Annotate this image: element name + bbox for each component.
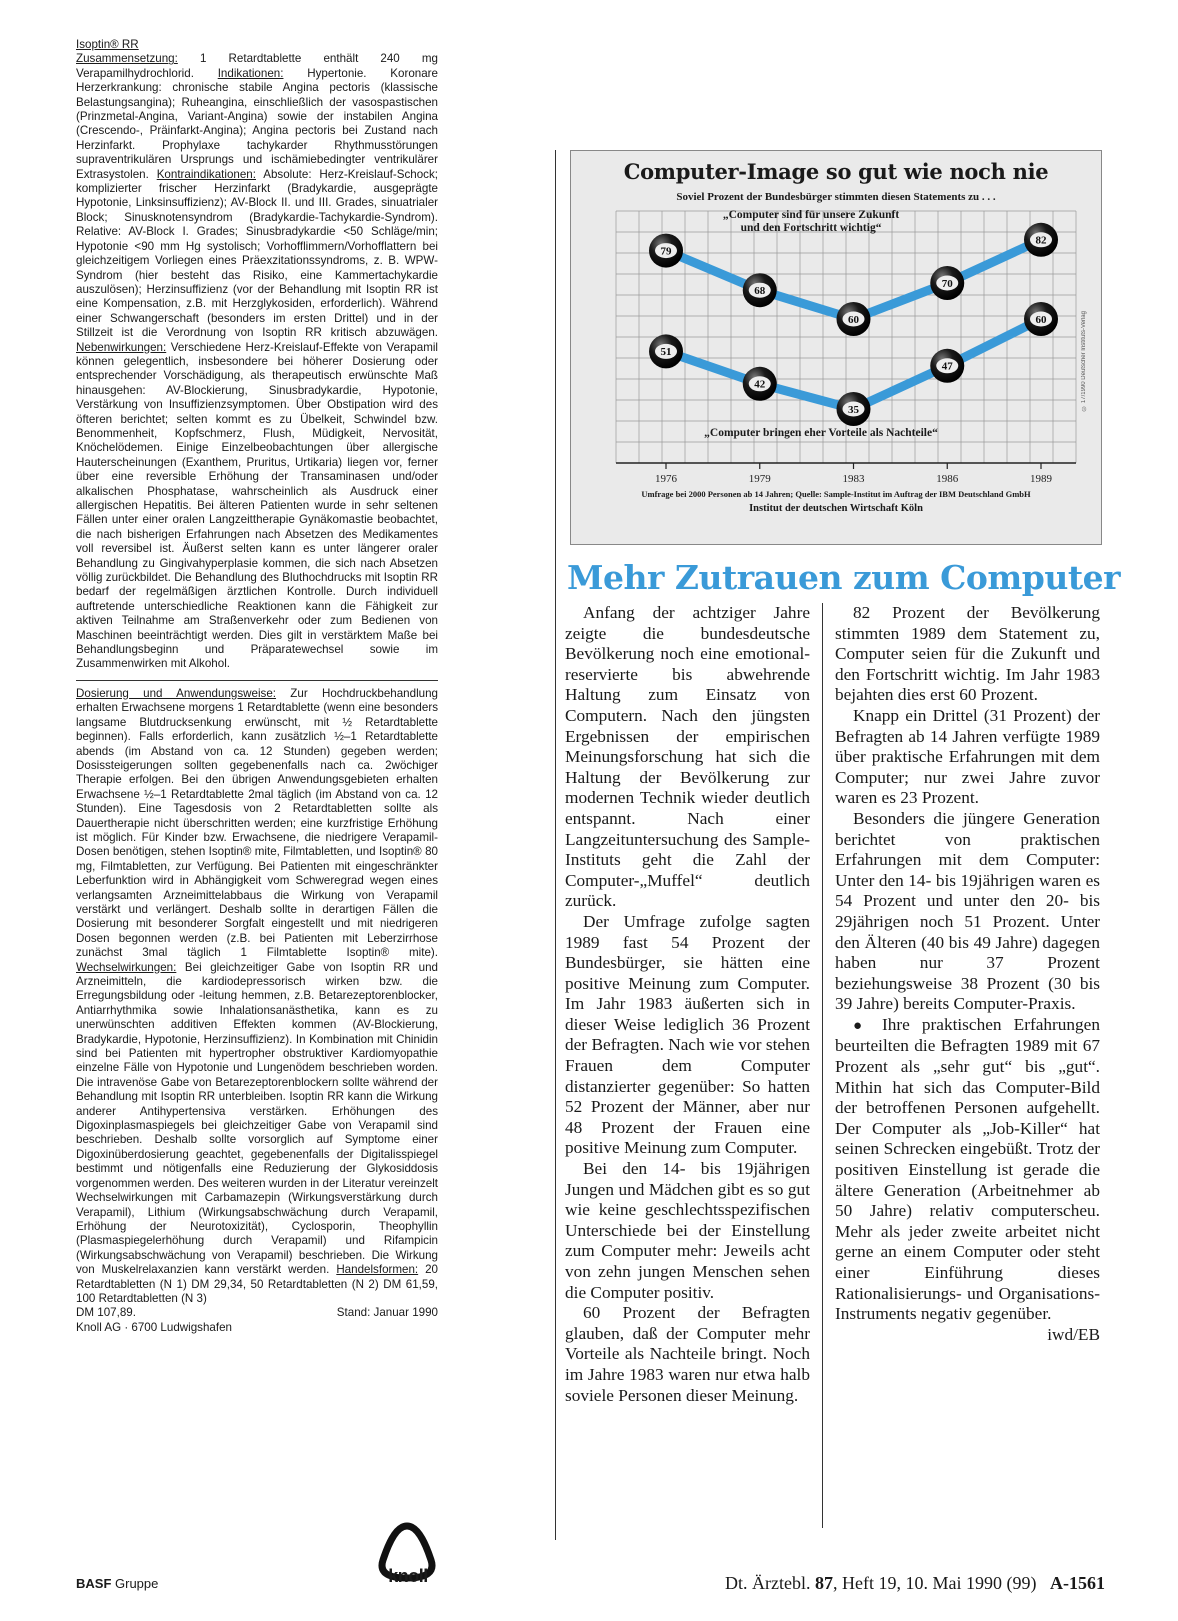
section-text: Verschiedene Herz-Kreislauf-Effekte von Verapamil können gelegentlich, insbesondere bei höherer Dosierung oder entsprechender Vorschädigung, als therapeutisch erwünschte Maß hinausgehen: AV-Blockierung, Sinusbradykardie, Hypotonie, Verstärkung von Insuffizienzsymptomen. Über Obstipation wird des öfteren berichtet; selten kommt es zu Übelkeit, Schwindel bzw. Benommenheit, Kopfschmerz, Flush, Müdigkeit, Nervosität, Knöchelödemen. Einige Einzelbeobachtungen über allergische Hauterscheinungen (Exanthem, Pruritus, Urtikaria) liegen vor, ferner über eine reversible Erhöhung der Transaminasen und/oder alkalischen Phosphatase, wahrscheinlich als Ausdruck einer allergischen Hepatitis. Bei älteren Patienten wurde in sehr seltenen Fällen unter einer oralen Langzeittherapie Gynäkomastie beobachtet, die nach bisherigen Erfahrungen nach Absetzen des Medikamentes voll reversibel ist. Äußerst selten kann es unter längerer oraler Behandlung zu Gingivahyperplasie kommen, die sich nach Absetzen völlig zurückbildet. Die Behandlung des Bluthochdrucks mit Isoptin RR bedarf der regelmäßigen ärztlichen Kontrolle. Durch individuell auftretende unterschiedliche Reaktionen kann die Fähigkeit zur aktiven Teilnahme am Straßenverkehr oder zum Bedienen von Maschinen beeinträchtigt werden. Dies gilt in verstärktem Maße bei Behandlungsbeginn und Präparatewechsel sowie im Zusammenwirken mit Alkohol. xyxy=(76,340,438,671)
section-text: Bei gleichzeitiger Gabe von Isoptin RR und Arzneimitteln, die kardiodepressorisch wirken bzw. die Erregungsbildung oder -leitung hemmen, z.B. Betarezeptorenblocker, Antiarrhythmika sowie Inhalationsanästhetika, kann es zu unerwünschten additiven Effekten kommen (AV-Blockierung, Bradykardie, Hypotonie, Herzinsuffizienz). In Kombination mit Chinidin sind bei Patienten mit hypertropher obstruktiver Kardiomyopathie einzelne Fälle von Hypotonie und Lungenödem beschrieben worden. Die intravenöse Gabe von Betarezeptorenblockern sollte während der Behandlung mit Isoptin RR unterbleiben. Isoptin RR kann die Wirkung anderer Antihypertensiva verstärken. Erhöhungen des Digoxinplasmaspiegels bei gleichzeitiger Gabe von Verapamil sind beschrieben. Deshalb sollte vorsorglich auf Symptome einer Digoxinüberdosierung geachtet, gegebenenfalls der Digitalisspiegel bestimmt und nötigenfalls eine Reduzierung der Glykosiddosis vorgenommen werden. Des weiteren wurden in der Literatur vereinzelt Wechselwirkungen mit Carbamazepin (Wirkungsverstärkung durch Verapamil), Lithium (Wirkungsabschwächung durch Verapamil, Erhöhung der Neurotoxizität), Cyclosporin, Theophyllin (Plasmaspiegelerhöhung durch Verapamil) und Rifampicin (Wirkungsabschwächung von Verapamil) beschrieben. Die Wirkung von Muskelrelaxanzien kann verstärkt werden. xyxy=(76,960,438,1277)
page-number: A-1561 xyxy=(1050,1573,1105,1593)
drug-info-paragraph-1 xyxy=(76,52,438,671)
col1-paragraph-3: Bei den 14- bis 19jährigen Jungen und Mädchen gibt es so gut wie keine geschlechtsspezifischen Unterschiede bei der Einstellung zum Computer mehr: Jeweils acht von zehn jungen Menschen sehen die Computer positiv. xyxy=(565,1159,810,1302)
price-last: DM 107,89. xyxy=(76,1306,136,1320)
section-label: Indikationen: xyxy=(217,66,284,80)
x-tick-label: 1989 xyxy=(1030,473,1052,485)
chart-publisher: Institut der deutschen Wirtschaft Köln xyxy=(749,503,923,514)
data-label: 82 xyxy=(1035,234,1047,247)
data-label: 47 xyxy=(941,360,953,373)
col1-paragraph-4: 60 Prozent der Befragten glauben, daß der Computer mehr Vorteile als Nachteile bringt. Noch im Jahre 1983 waren nur etwa halb soviele Personen dieser Meinung. xyxy=(565,1303,810,1405)
drug-info-column xyxy=(76,38,438,1335)
section-label: Kontraindikationen: xyxy=(156,167,256,181)
section-label: Nebenwirkungen: xyxy=(76,340,167,354)
knoll-logo-word: knoll xyxy=(388,1566,428,1586)
chart-copyright: © 17/1990 Deutscher Instituts-Verlag xyxy=(1081,311,1087,411)
data-label: 70 xyxy=(941,277,953,290)
col2-paragraph-4 xyxy=(835,1014,1100,1344)
journal-volume: 87 xyxy=(815,1573,834,1593)
x-tick-label: 1983 xyxy=(842,473,865,485)
data-label: 51 xyxy=(660,346,672,359)
drug-info-paragraph-2 xyxy=(76,687,438,1306)
author-signature: iwd/EB xyxy=(1047,1324,1100,1344)
journal-name: Dt. Ärztebl. xyxy=(725,1573,811,1593)
col2-paragraph-3: Besonders die jüngere Generation berichtet von praktischen Erfahrungen mit dem Computer: Unter den 14- bis 19jährigen waren es 54 Prozent und unter den 20- bis 29jährigen noch 51 Prozent. Unter den Älteren (40 bis 49 Jahre) dagegen haben nur 37 Prozent beziehungsweise 38 Prozent (30 bis 39 Jahre) bereits Computer-Praxis. xyxy=(835,808,1100,1014)
bullet-icon: ● xyxy=(853,1017,870,1034)
x-tick-label: 1979 xyxy=(748,473,771,485)
section-label: Wechselwirkungen: xyxy=(76,960,177,974)
basf-group-label xyxy=(76,1576,158,1591)
section-label: Handelsformen: xyxy=(336,1263,419,1277)
section-text: 1 Retardtablette enthält 240 mg Verapamilhydrochlorid. xyxy=(76,52,438,80)
x-tick-label: 1976 xyxy=(655,473,677,485)
section-text: Absolute: Herz-Kreislauf-Schock; komplizierter frischer Herzinfarkt (Bradykardie, ausgeprägte Hypotonie, Linksinsuffizienz); AV-Block II. und III. Grades, sinuatrialer Block; Sinusknotensyndrom (Bradykardie-Tachykardie-Syndrom). Relative: AV-Block I. Grades; Sinusbradykardie <50 Schläge/min; Hypotonie <90 mm Hg systolisch; Vorhofflimmern/Vorhofflattern bei gleichzeitigem Vorliegen eines Präexzitationssyndroms, z. B. WPW-Syndrom (hier besteht das Risiko, eine Kammertachykardie auszulösen); Herzinsuffizienz (vor der Behandlung mit Isoptin RR ist eine Kompensation, z.B. mit Herzglykosiden, erforderlich). Während einer Schwangerschaft (besonders im ersten Drittel) und in der Stillzeit ist die Verordnung von Isoptin RR kritisch abzuwägen. xyxy=(76,167,438,340)
gruppe-text: Gruppe xyxy=(111,1576,159,1591)
journal-issue: , Heft 19, 10. Mai 1990 (99) xyxy=(833,1573,1037,1593)
article-column-1 xyxy=(565,603,810,1406)
data-label: 42 xyxy=(754,378,766,391)
data-label: 60 xyxy=(848,313,859,326)
article-column-2 xyxy=(835,603,1100,1345)
data-label: 60 xyxy=(1035,313,1047,326)
col1-paragraph-2: Der Umfrage zufolge sagten 1989 fast 54 Prozent der Bundesbürger, sie hätten eine positive Meinung zum Computer. Im Jahr 1983 äußerten sich in dieser Weise lediglich 36 Prozent der Befragten. Nach wie vor stehen Frauen dem Computer distanzierter gegenüber: So hatten 52 Prozent der Männer, aber nur 48 Prozent der Frauen eine positive Meinung zum Computer. xyxy=(565,911,810,1158)
section-label: Dosierung und Anwendungsweise: xyxy=(76,686,277,700)
data-label: 68 xyxy=(754,285,766,297)
data-label: 35 xyxy=(848,403,859,416)
knoll-logo-icon xyxy=(367,1520,447,1600)
col2-paragraph-2: Knapp ein Drittel (31 Prozent) der Befragten ab 14 Jahren verfügte 1989 über praktische Erfahrungen mit dem Computer; nur zwei Jahre zuvor waren es 23 Prozent. xyxy=(835,705,1100,808)
annotation-top xyxy=(711,209,911,235)
x-tick-label: 1986 xyxy=(936,473,959,485)
divider xyxy=(76,680,438,681)
data-label: 79 xyxy=(660,245,672,258)
annotation-top-line-2: und den Fortschritt wichtig“ xyxy=(740,222,882,234)
annotation-top-line-1: „Computer sind für unsere Zukunft xyxy=(722,209,900,221)
section-text: Zur Hochdruckbehandlung erhalten Erwachsene morgens 1 Retardtablette (wenn eine besonders langsame Blutdrucksenkung erwünscht, mit ½ Retardtablette beginnen). Falls erforderlich, kann zusätzlich ½–1 Retardtablette abends (im Abstand von ca. 12 Stunden) gegeben werden; Dosissteigerungen sollten gegebenenfalls nach ca. 2wöchiger Therapie erfolgen. Bei den übrigen Anwendungsgebieten erhalten Erwachsene ½–1 Retardtablette 2mal täglich (im Abstand von ca. 12 Stunden). Eine Tagesdosis von 2 Retardtabletten sollte als Dauertherapie nicht überschritten werden; eine kurzfristige Erhöhung ist möglich. Für Kinder bzw. Erwachsene, die niedrigere Verapamil-Dosen benötigen, stehen Isoptin® mite, Filmtabletten, und Isoptin® 80 mg, Filmtabletten, zur Verfügung. Bei Patienten mit eingeschränkter Leberfunktion wird in Abhängigkeit vom Schweregrad wegen eines verlangsamten Arzneimittelabbaus die Wirkung von Verapamil verstärkt und verlängert. Deshalb sollte in derartigen Fällen die Dosierung mit besonderer Sorgfalt eingestellt und mit niedrigeren Dosen begonnen werden (z.B. bei Patienten mit Leberzirrhose zunächst 3mal täglich 1 Filmtablette Isoptin® mite). xyxy=(76,686,438,960)
section-label: Zusammensetzung: xyxy=(76,52,178,66)
col1-paragraph-1: Anfang der achtziger Jahre zeigte die bundesdeutsche Bevölkerung noch eine emotional-reservierte bis abwehrende Haltung zum Einsatz von Computern. Nach den jüngsten Ergebnissen der empirischen Meinungsforschung hat sich die Haltung der Bevölkerung zur modernen Technik wieder deutlich entspannt. Nach einer Langzeituntersuchung des Sample-Instituts geht die Zahl der Computer-„Muffel“ deutlich zurück. xyxy=(565,603,810,911)
company-address: Knoll AG · 6700 Ludwigshafen xyxy=(76,1320,232,1334)
price-stand-row xyxy=(76,1306,438,1320)
col2-last-text: Ihre praktischen Erfahrungen beurteilten die Befragten 1989 mit 67 Prozent als „sehr gut“ bis „gut“. Mithin hat sich das Computer-Bild der betroffenen Personen aufgehellt. Der Computer als „Job-Killer“ hat seinen Schrecken eingebüßt. Trotz der positiven Einstellung ist gerade die ältere Generation (Arbeitnehmer ab 50 Jahre) relativ computerscheu. Mehr als jeder zweite arbeitet nicht gerne an einem Computer oder steht einer Einführung dieses Rationalisierungs- und Organisations-Instruments negativ gegenüber. xyxy=(835,1014,1100,1324)
annotation-bottom: „Computer bringen eher Vorteile als Nachteile“ xyxy=(704,427,938,439)
chart-subtitle: Soviel Prozent der Bundesbürger stimmten diesen Statements zu . . . xyxy=(676,191,996,203)
drug-name: Isoptin® RR xyxy=(76,38,139,51)
chart-title: Computer-Image so gut wie noch nie xyxy=(623,159,1049,184)
basf-bold: BASF xyxy=(76,1576,112,1591)
col2-paragraph-1: 82 Prozent der Bevölkerung stimmten 1989 dem Statement zu, Computer seien für die Zukunft und den Fortschritt wichtig. Im Jahr 1983 bejahten dies erst 60 Prozent. xyxy=(835,603,1100,705)
journal-citation xyxy=(590,1573,1105,1594)
stand-date: Stand: Januar 1990 xyxy=(336,1306,438,1320)
section-text: 20 Retardtabletten (N 1) DM 29,34, 50 Retardtabletten (N 2) DM 61,59, 100 Retardtabletten (N 3) xyxy=(76,1263,439,1305)
chart-source: Umfrage bei 2000 Personen ab 14 Jahren; Quelle: Sample-Institut im Auftrag der IBM Deutschland GmbH xyxy=(641,489,1031,499)
column-divider xyxy=(555,150,556,1540)
article-column-divider xyxy=(822,603,823,1528)
section-text: Hypertonie. Koronare Herzerkrankung: chronische stabile Angina pectoris (klassische Belastungsangina); Ruheangina, einschließlich der vasospastischen (Prinzmetal-Angina, Variant-Angina) sowie der instabilen Angina (Crescendo-, Präinfarkt-Angina); Angina pectoris bei Zustand nach Herzinfarkt. Prophylaxe tachykarder Rhythmusstörungen supraventrikulären Ursprungs und ischämiebedingter ventrikulärer Extrasystolen. xyxy=(76,66,438,181)
article-headline: Mehr Zutrauen zum Computer xyxy=(567,558,1120,597)
chart-panel xyxy=(570,150,1102,545)
